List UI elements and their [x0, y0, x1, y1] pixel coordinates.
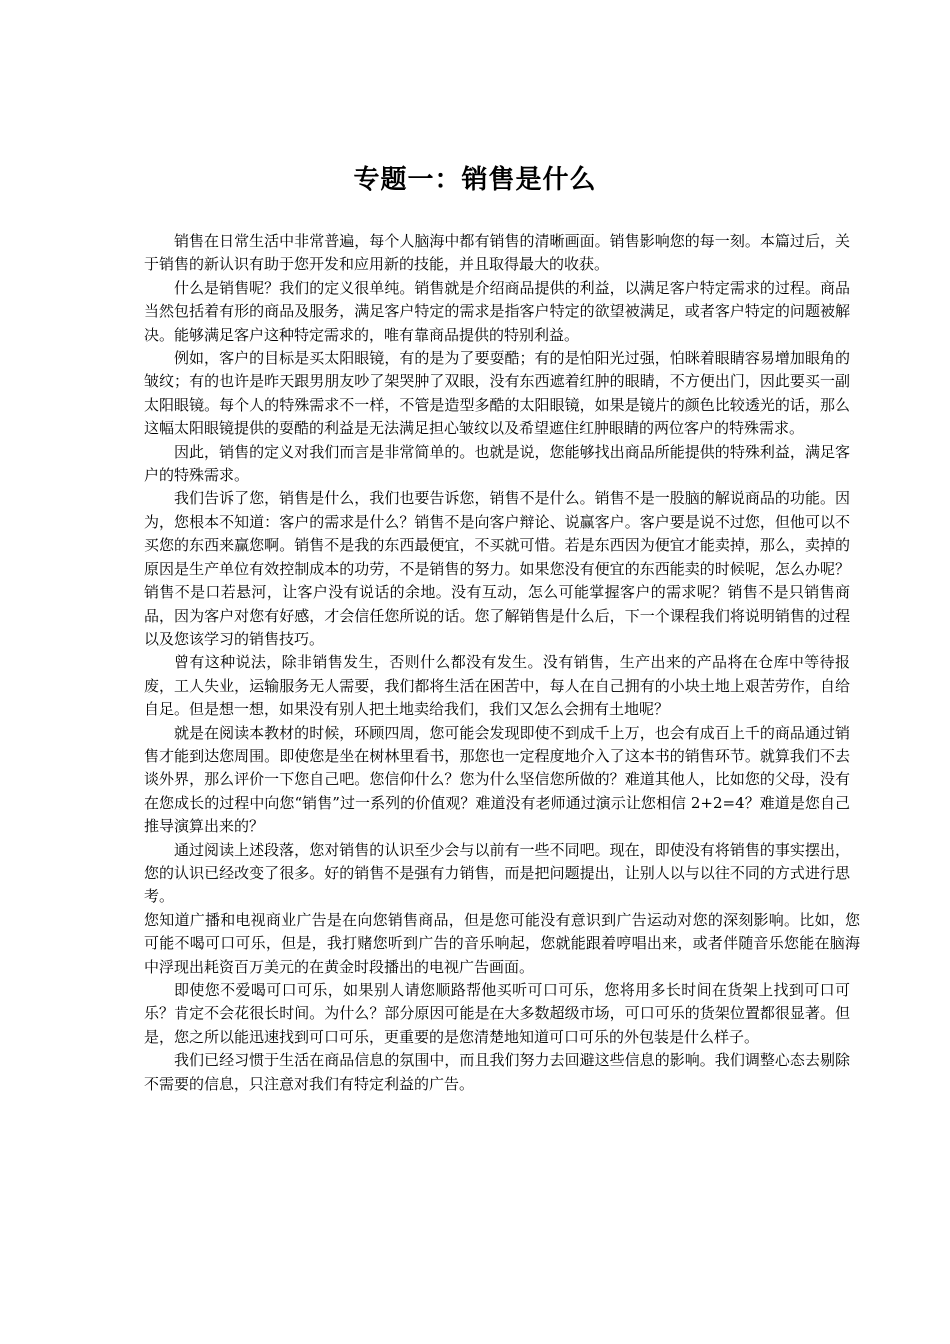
paragraph-4: 因此，销售的定义对我们而言是非常简单的。也就是说，您能够找出商品所能提供的特殊利益，满足客户的特殊需求。 [144, 442, 850, 485]
paragraph-11: 我们已经习惯于生活在商品信息的氛围中，而且我们努力去回避这些信息的影响。我们调整心态去剔除不需要的信息，只注意对我们有特定利益的广告。 [144, 1051, 850, 1093]
paragraph-6: 曾有这种说法，除非销售发生，否则什么都没有发生。没有销售，生产出来的产品将在仓库中等待报废，工人失业，运输服务无人需要，我们都将生活在困苦中，每人在自己拥有的小块土地上艰苦劳作，自给自足。但是想一想，如果没有别人把土地卖给我们，我们又怎么会拥有土地呢？ [144, 653, 850, 719]
paragraph-5: 我们告诉了您，销售是什么，我们也要告诉您，销售不是什么。销售不是一股脑的解说商品的功能。因为，您根本不知道：客户的需求是什么？销售不是向客户辩论、说赢客户。客户要是说不过您，但他可以不买您的东西来赢您啊。销售不是我的东西最便宜，不买就可惜。若是东西因为便宜才能卖掉，那么，卖掉的原因是生产单位有效控制成本的功劳，不是销售的努力。如果您没有便宜的东西能卖的时候呢，怎么办呢？销售不是口若悬河，让客户没有说话的余地。没有互动，怎么可能掌握客户的需求呢？销售不是只销售商品，因为客户对您有好感，才会信任您所说的话。您了解销售是什么后，下一个课程我们将说明销售的过程以及您该学习的销售技巧。 [144, 489, 850, 648]
paragraph-1: 销售在日常生活中非常普遍，每个人脑海中都有销售的清晰画面。销售影响您的每一刻。本篇过后，关于销售的新认识有助于您开发和应用新的技能，并且取得最大的收获。 [144, 232, 850, 274]
paragraph-10: 即使您不爱喝可口可乐，如果别人请您顺路帮他买听可口可乐，您将用多长时间在货架上找到可口可乐？肯定不会花很长时间。为什么？部分原因可能是在大多数超级市场，可口可乐的货架位置都很显著。但是，您之所以能迅速找到可口可乐，更重要的是您清楚地知道可口可乐的外包装是什么样子。 [144, 981, 850, 1046]
document-body [144, 230, 860, 1096]
paragraph-9: 您知道广播和电视商业广告是在向您销售商品，但是您可能没有意识到广告运动对您的深刻影响。比如，您可能不喝可口可乐，但是，我打赌您听到广告的音乐响起，您就能跟着哼唱出来，或者伴随音乐您能在脑海中浮现出耗资百万美元的在黄金时段播出的电视广告画面。 [144, 910, 860, 976]
paragraph-7: 就是在阅读本教材的时候，环顾四周，您可能会发现即使不到成千上万，也会有成百上千的商品通过销售才能到达您周围。即使您是坐在树林里看书，那您也一定程度地介入了这本书的销售环节。就算我们不去谈外界，那么评价一下您自己吧。您信仰什么？您为什么坚信您所做的？难道其他人，比如您的父母，没有在您成长的过程中向您“销售”过一系列的价值观？难道没有老师通过演示让您相信 2+2=4？难道是您自己推导演算出来的？ [144, 723, 850, 836]
page-title: 专题一：销售是什么 [353, 165, 597, 195]
paragraph-3: 例如，客户的目标是买太阳眼镜，有的是为了要耍酷；有的是怕阳光过强，怕眯着眼睛容易增加眼角的皱纹；有的也许是昨天跟男朋友吵了架哭肿了双眼，没有东西遮着红肿的眼睛，不方便出门，因此要买一副太阳眼镜。每个人的特殊需求不一样，不管是造型多酷的太阳眼镜，如果是镜片的颜色比较透光的话，那么这幅太阳眼镜提供的耍酷的利益是无法满足担心皱纹以及希望遮住红肿眼睛的两位客户的特殊需求。 [144, 349, 850, 438]
paragraph-2: 什么是销售呢？我们的定义很单纯。销售就是介绍商品提供的利益，以满足客户特定需求的过程。商品当然包括着有形的商品及服务，满足客户特定的需求是指客户特定的欲望被满足，或者客户特定的问题被解决。能够满足客户这种特定需求的，唯有靠商品提供的特别利益。 [144, 278, 850, 344]
paragraph-8: 通过阅读上述段落，您对销售的认识至少会与以前有一些不同吧。现在，即使没有将销售的事实摆出，您的认识已经改变了很多。好的销售不是强有力销售，而是把问题提出，让别人以与以往不同的方式进行思考。 [144, 840, 850, 906]
